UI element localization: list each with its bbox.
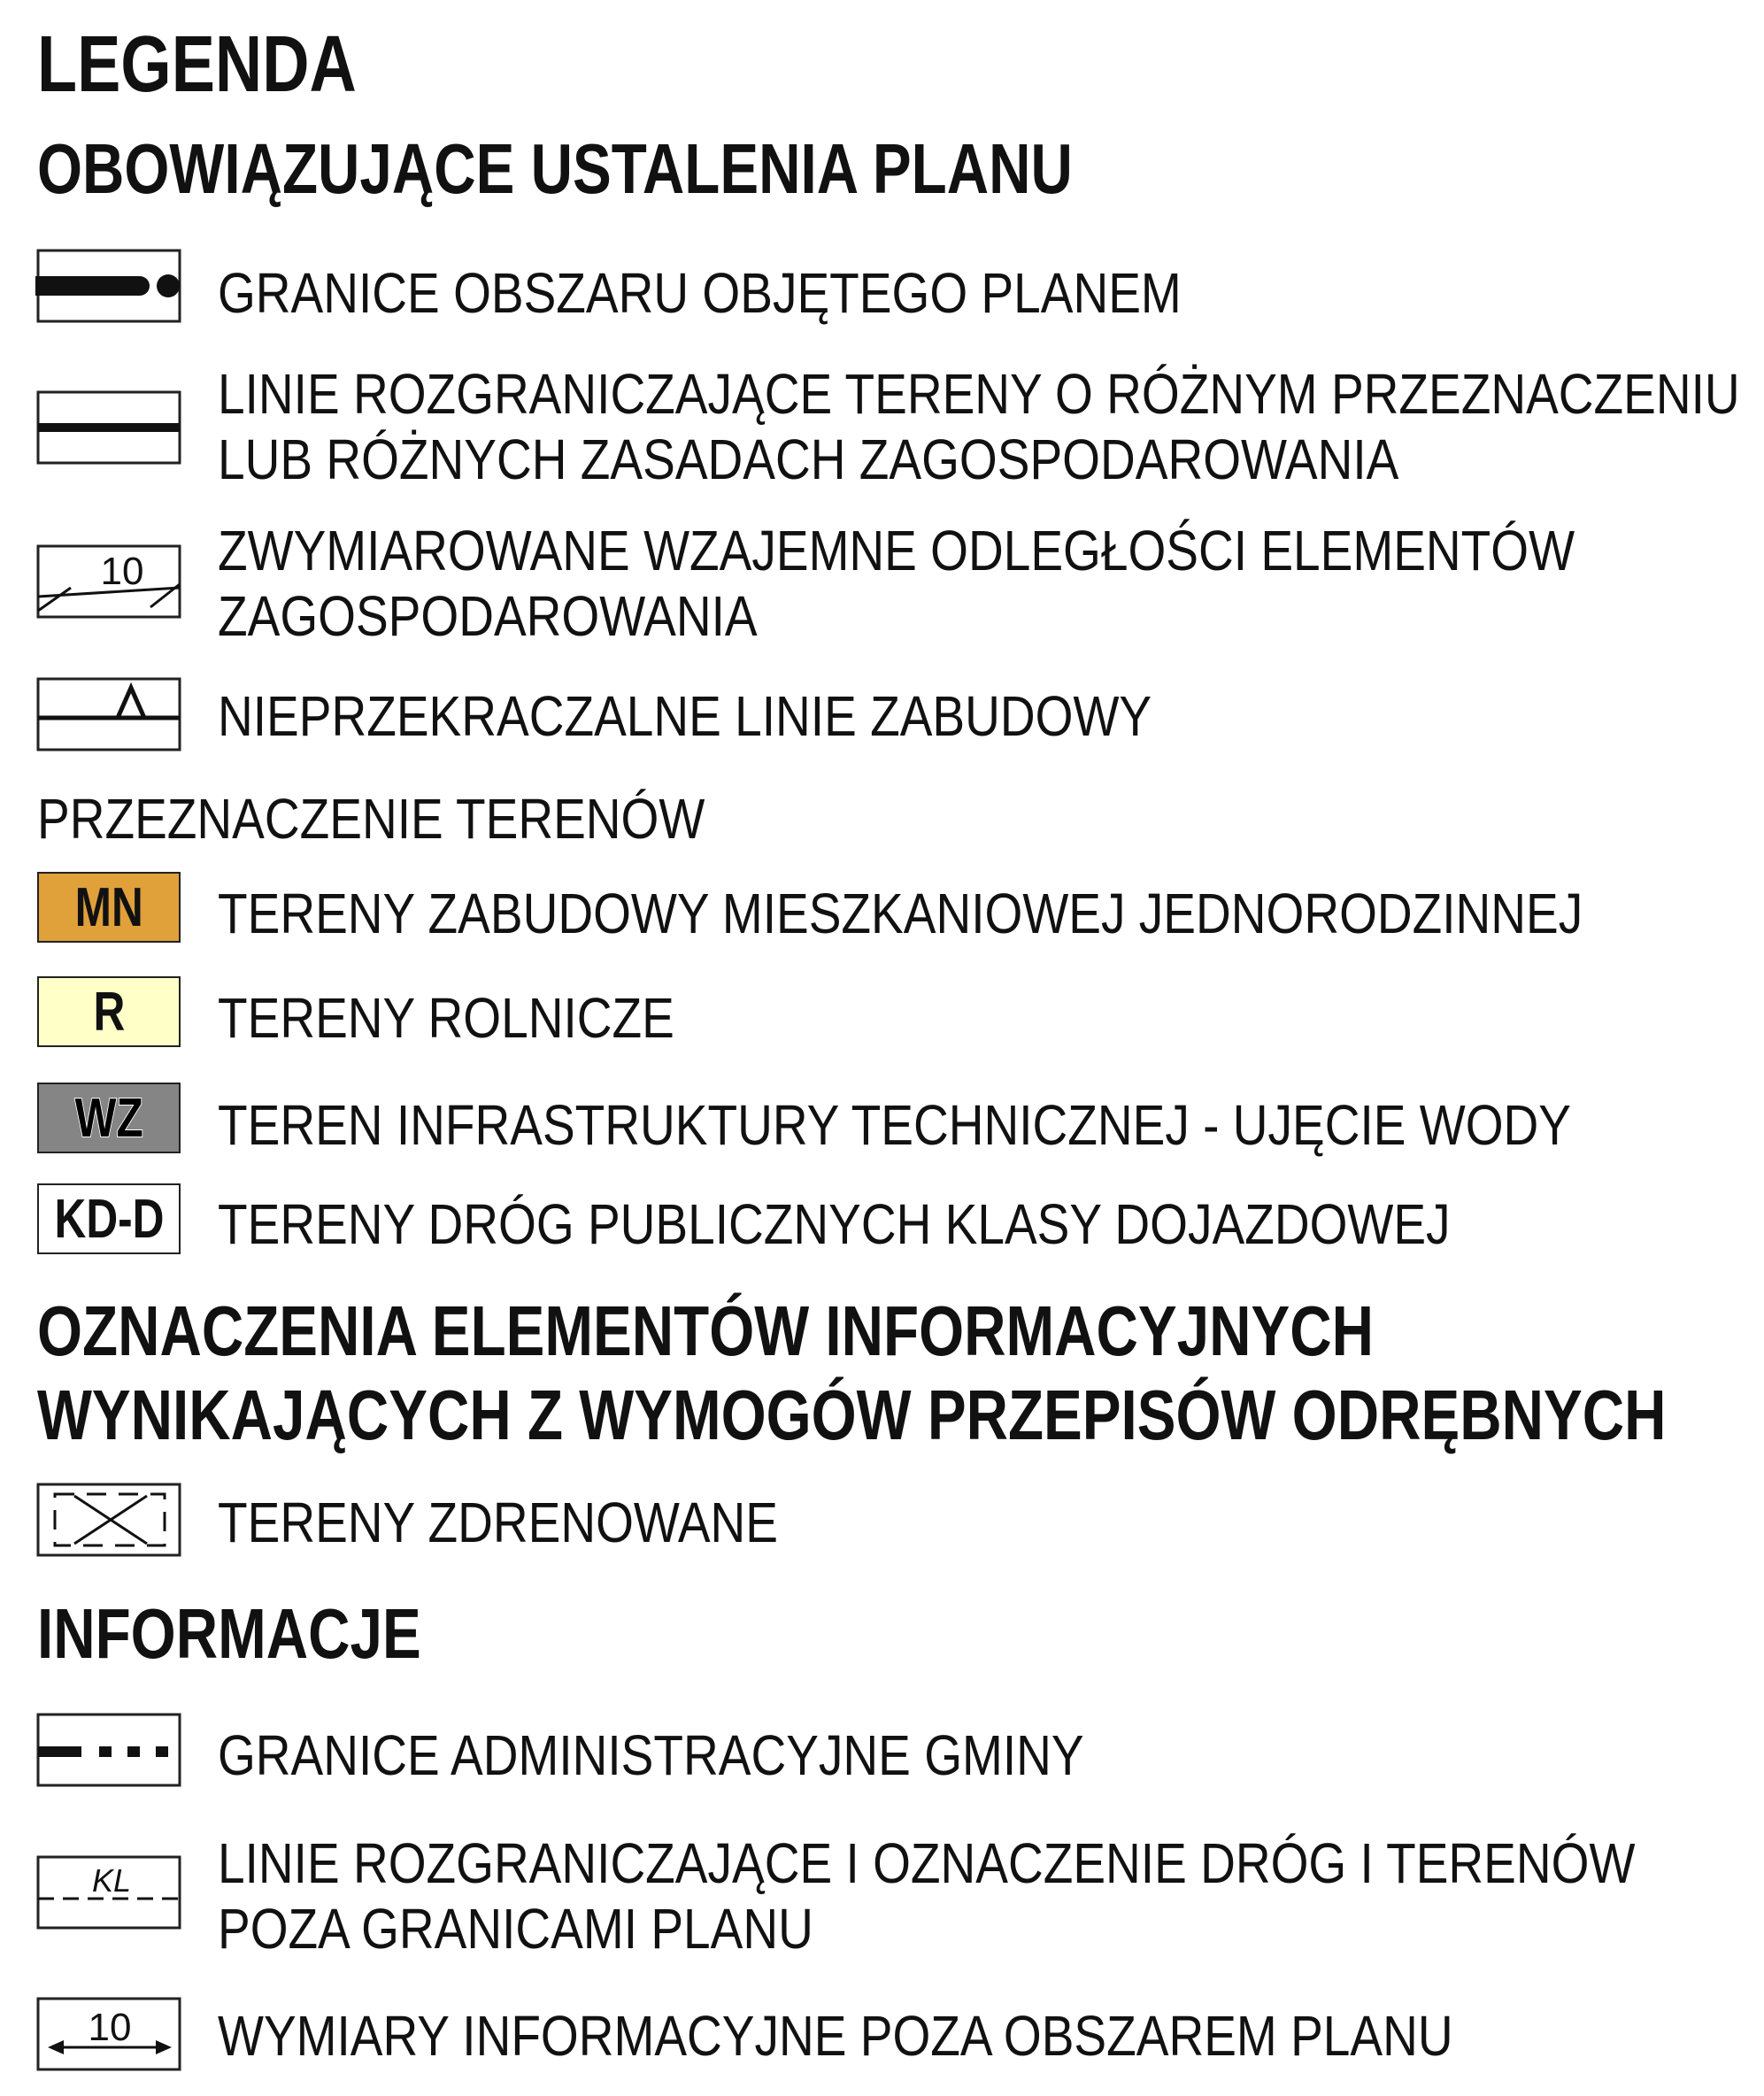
dimension-icon-label: 10 — [100, 550, 144, 593]
wz-code-badge: WZ — [37, 1083, 181, 1153]
building-line-icon — [35, 676, 182, 756]
admin-boundary-label: GRANICE ADMINISTRACYJNE GMINY — [218, 1723, 1084, 1787]
dimension-icon — [35, 543, 182, 623]
demarcation-line-icon — [35, 389, 182, 469]
dimension-label-1: ZWYMIAROWANE WZAJEMNE ODLEGŁOŚCI ELEMENTÓW — [218, 519, 1575, 582]
outside-road-label-1: LINIE ROZGRANICZAJĄCE I OZNACZENIE DRÓG I TERENÓW — [218, 1831, 1636, 1895]
building-line-label: NIEPRZEKRACZALNE LINIE ZABUDOWY — [218, 684, 1152, 748]
wz-label: TEREN INFRASTRUKTURY TECHNICZNEJ - UJĘCIE WODY — [218, 1093, 1571, 1157]
plan-section-title: OBOWIĄZUJĄCE USTALENIA PLANU — [37, 129, 1073, 208]
admin-boundary-icon — [35, 1712, 182, 1792]
outside-road-icon-label: KL — [91, 1862, 132, 1899]
information-title: INFORMACJE — [37, 1594, 421, 1673]
land-use-title: PRZEZNACZENIE TERENÓW — [37, 787, 705, 851]
plan-boundary-icon — [35, 248, 182, 328]
legend-title: LEGENDA — [37, 20, 357, 109]
kdd-code-badge: KD-D — [37, 1183, 181, 1254]
info-dimension-label: WYMIARY INFORMACYJNE POZA OBSZAREM PLANU — [218, 2004, 1453, 2068]
drained-area-label: TERENY ZDRENOWANE — [218, 1491, 779, 1554]
kdd-label: TERENY DRÓG PUBLICZNYCH KLASY DOJAZDOWEJ — [218, 1192, 1451, 1256]
outside-road-icon — [35, 1854, 182, 1934]
r-code-badge: R — [37, 976, 181, 1047]
outside-road-label-2: POZA GRANICAMI PLANU — [218, 1897, 813, 1961]
info-dimension-icon — [35, 1996, 182, 2076]
info-elements-title-1: OZNACZENIA ELEMENTÓW INFORMACYJNYCH — [37, 1291, 1374, 1370]
mn-code-badge: MN — [37, 872, 181, 943]
demarcation-line-label-2: LUB RÓŻNYCH ZASADACH ZAGOSPODAROWANIA — [218, 428, 1399, 491]
drained-area-icon — [35, 1482, 182, 1561]
mn-label: TERENY ZABUDOWY MIESZKANIOWEJ JEDNORODZINNEJ — [218, 882, 1583, 945]
plan-boundary-label: GRANICE OBSZARU OBJĘTEGO PLANEM — [218, 261, 1182, 325]
dimension-label-2: ZAGOSPODAROWANIA — [218, 584, 758, 648]
r-label: TERENY ROLNICZE — [218, 986, 674, 1050]
info-elements-title-2: WYNIKAJĄCYCH Z WYMOGÓW PRZEPISÓW ODRĘBNYCH — [37, 1376, 1667, 1454]
demarcation-line-label-1: LINIE ROZGRANICZAJĄCE TERENY O RÓŻNYM PRZEZNACZENIU — [218, 362, 1740, 426]
info-dimension-icon-label: 10 — [88, 2006, 132, 2049]
